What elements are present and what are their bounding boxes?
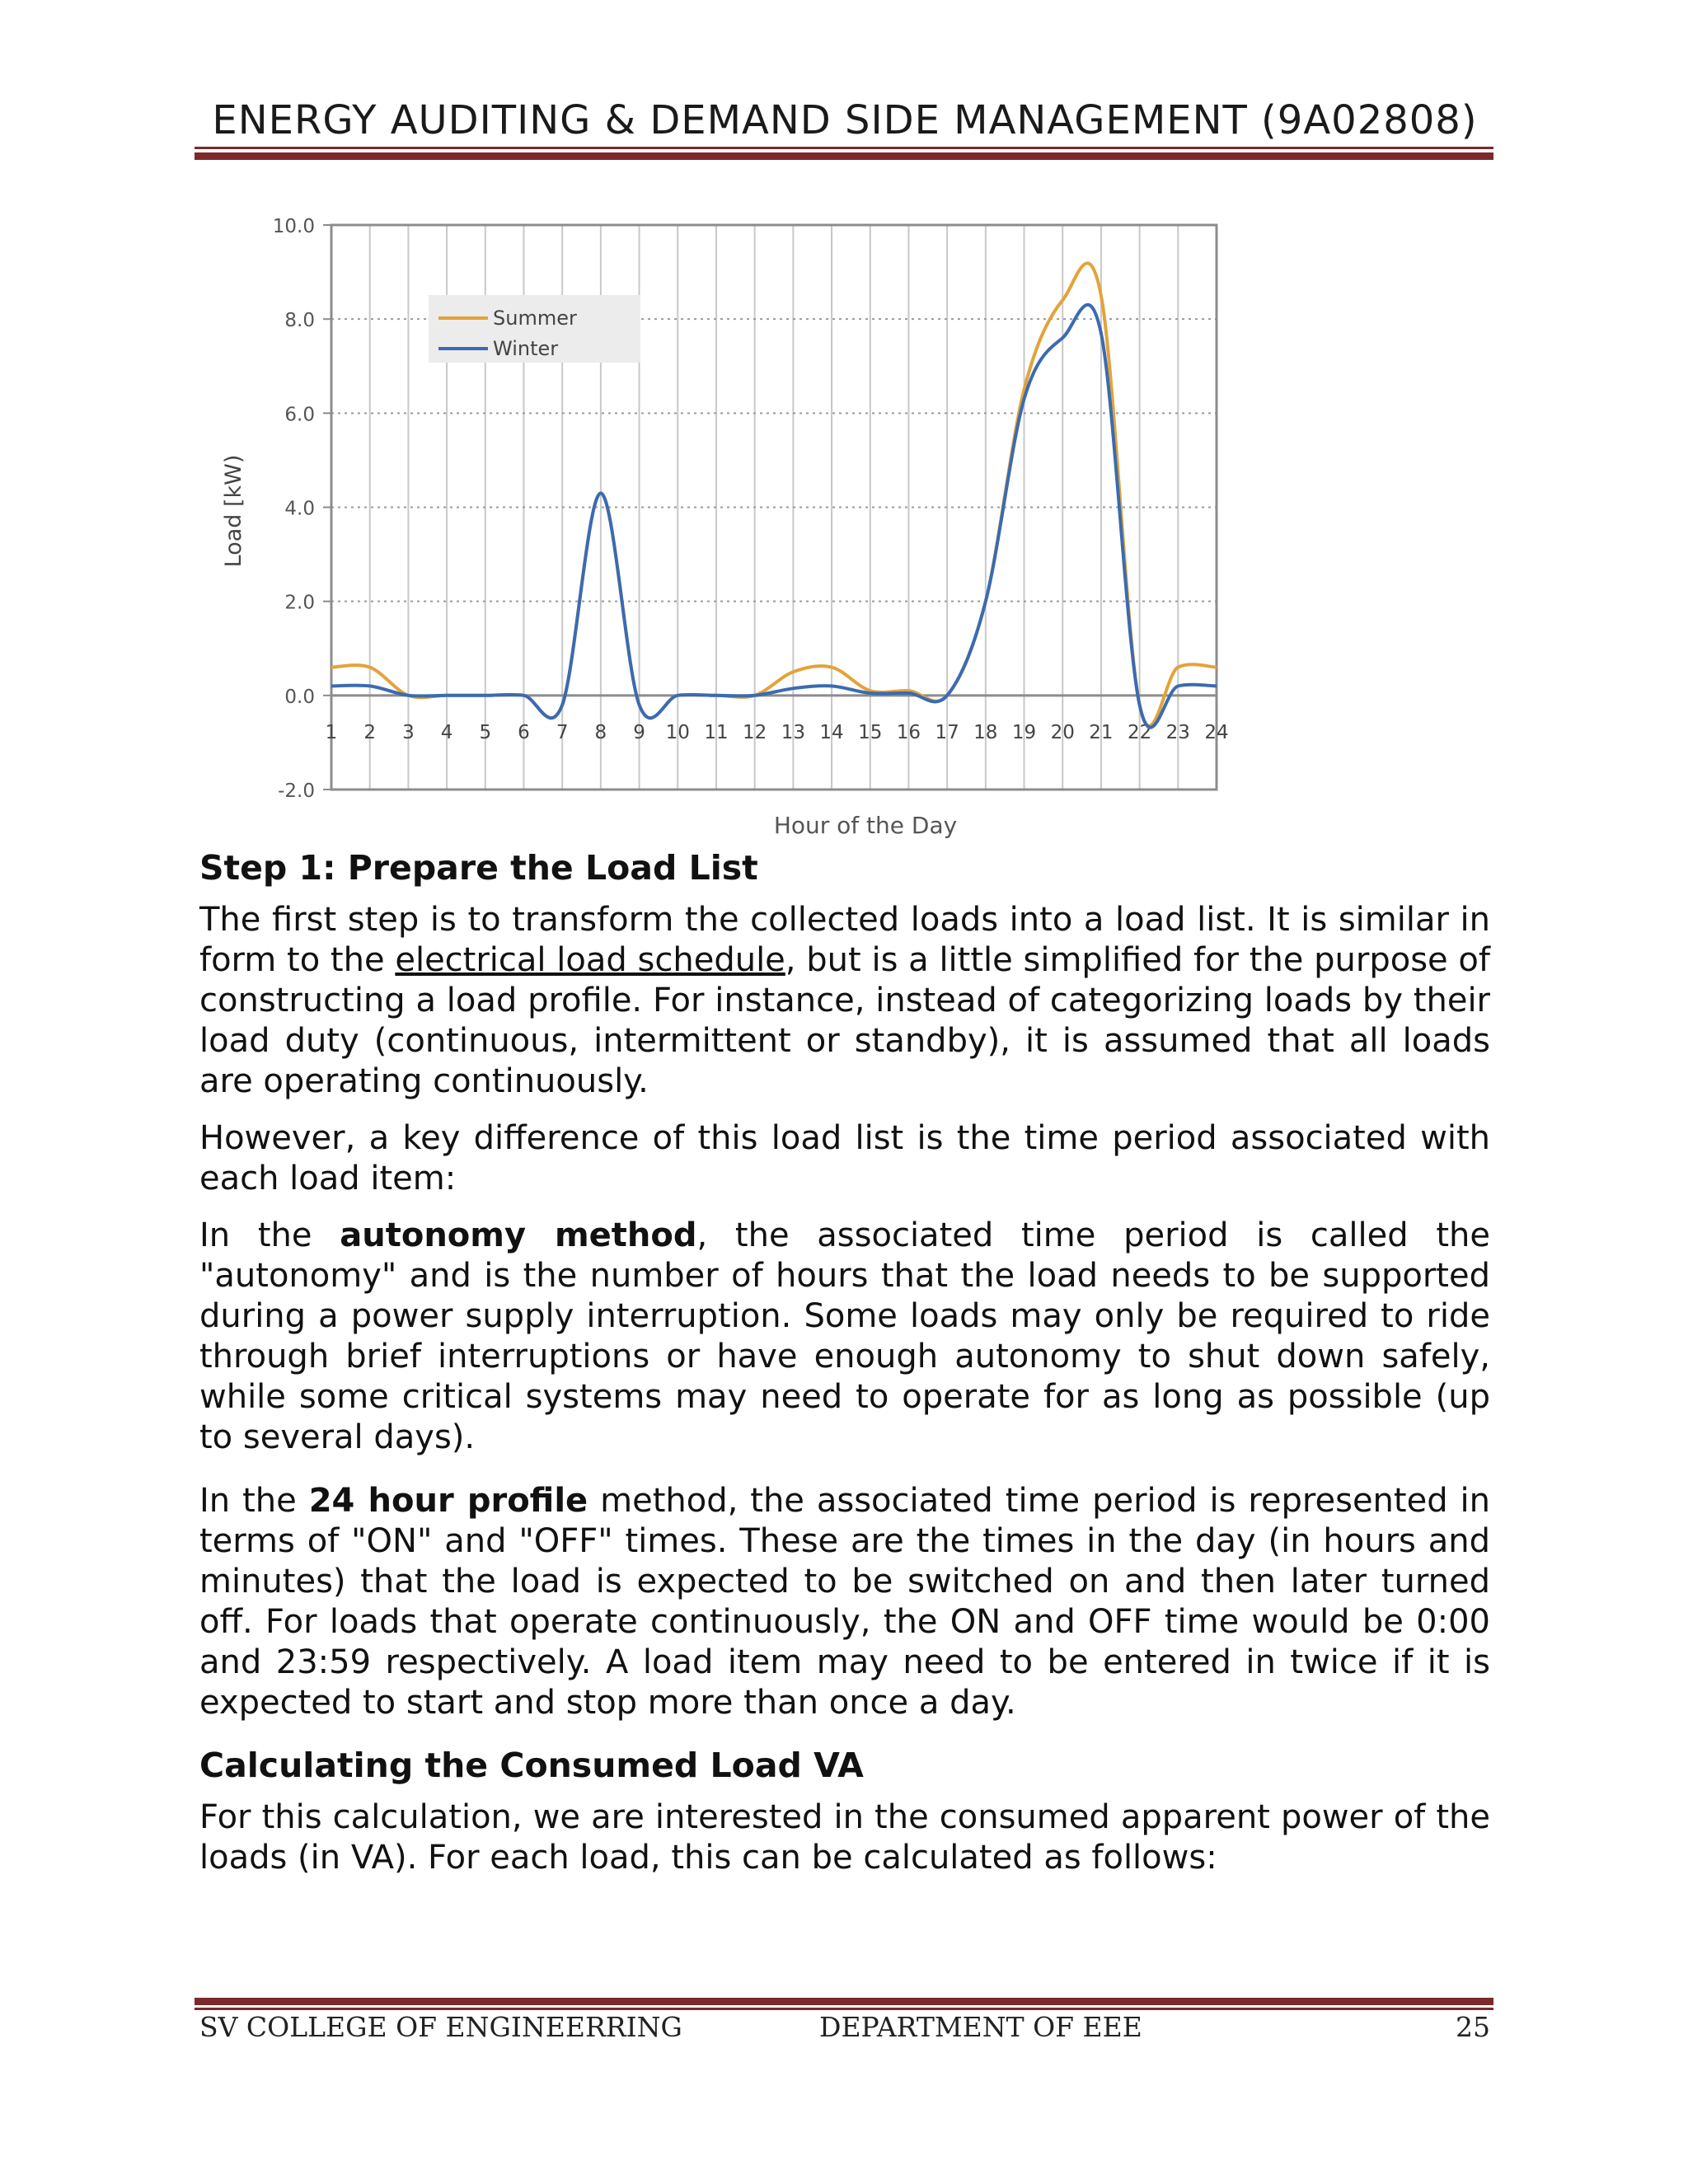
- y-tick-label: -2.0: [278, 780, 315, 802]
- footer-rule-thin: [195, 2008, 1493, 2010]
- p3-text-b: , the associated time period is called the "autonomy" and is the number of hours that the load needs to be supported during a power supply interruption. Some loads may only be required to ride through brief interruptions or have enough autonomy to shut down safely, while some critical systems may need to operate for as long as possible (up to several days).: [199, 1216, 1490, 1456]
- x-tick-label: 3: [402, 721, 415, 743]
- p3-text-a: In the: [199, 1216, 340, 1254]
- x-tick-label: 7: [556, 721, 569, 743]
- chart-legend: [429, 295, 640, 363]
- p4-text-b: method, the associated time period is represented in terms of "ON" and "OFF" times. These are the times in the day (in hours and minutes) that the load is expected to be switched on and then later turned off. For loads that operate continuously, the ON and OFF time would be 0:00 and 23:59 respectively. A load item may need to be entered in twice if it is expected to start and stop more than once a day.: [199, 1482, 1491, 1722]
- x-tick-label: 19: [1011, 721, 1037, 743]
- y-axis-label: Load [kW): [221, 454, 246, 568]
- paragraph-autonomy-method: [199, 1216, 1490, 1458]
- electrical-load-schedule-link[interactable]: electrical load schedule: [395, 941, 785, 979]
- x-tick-label: 8: [594, 721, 607, 743]
- y-tick-label: 0.0: [284, 686, 315, 708]
- x-tick-label: 9: [633, 721, 645, 743]
- header-rule-thin: [195, 147, 1493, 149]
- step1-heading: Step 1: Prepare the Load List: [199, 848, 758, 888]
- page-header-title: ENERGY AUDITING & DEMAND SIDE MANAGEMENT (9A02808): [212, 97, 1478, 143]
- x-tick-label: 6: [518, 721, 530, 743]
- x-tick-label: 14: [819, 721, 844, 743]
- footer-rule-thick: [195, 1998, 1493, 2005]
- x-tick-label: 4: [440, 721, 453, 743]
- x-tick-label: 17: [935, 721, 959, 743]
- y-tick-label: 4.0: [284, 498, 315, 520]
- x-tick-label: 15: [858, 721, 883, 743]
- x-tick-label: 16: [896, 721, 921, 743]
- paragraph-24-hour-profile: [199, 1481, 1490, 1723]
- paragraph-key-difference: However, a key difference of this load list is the time period associated with each load item:: [199, 1119, 1490, 1197]
- x-tick-label: 21: [1089, 721, 1114, 743]
- paragraph-consumed-load: For this calculation, we are interested in the consumed apparent power of the loads (in VA). For each load, this can be calculated as follows:: [199, 1798, 1490, 1877]
- p4-bold-term: 24 hour profile: [308, 1482, 588, 1520]
- y-tick-label: 8.0: [284, 310, 315, 332]
- x-tick-label: 11: [704, 721, 729, 743]
- x-tick-label: 23: [1165, 721, 1190, 743]
- paragraph-load-list: [199, 900, 1490, 1102]
- x-tick-label: 22: [1127, 721, 1152, 743]
- p1-text-a: The first step is to transform the collected loads into a load list. It is similar in form to the: [199, 901, 1490, 979]
- p3-bold-term: autonomy method: [340, 1216, 697, 1254]
- x-tick-label: 12: [743, 721, 767, 743]
- load-profile-chart: [206, 210, 1245, 853]
- legend-label-winter: Winter: [493, 337, 559, 360]
- x-tick-label: 10: [665, 721, 690, 743]
- page-footer: [199, 2011, 1490, 2052]
- x-tick-label: 13: [781, 721, 805, 743]
- footer-department: DEPARTMENT OF EEE: [819, 2011, 1142, 2043]
- x-tick-label: 1: [325, 721, 338, 743]
- x-tick-label: 20: [1050, 721, 1075, 743]
- step1-section: [199, 847, 1490, 1878]
- x-tick-label: 5: [479, 721, 492, 743]
- calc-heading: Calculating the Consumed Load VA: [199, 1746, 864, 1785]
- p1-text-b: , but is a little simplified for the purpose of constructing a load profile. For instance, instead of categorizing loads by their load duty (continuous, intermittent or standby), it is assumed that all loads are operating continuously.: [199, 941, 1490, 1100]
- x-tick-label: 18: [973, 721, 998, 743]
- y-tick-label: 2.0: [284, 592, 315, 614]
- footer-college: SV COLLEGE OF ENGINEERRING: [199, 2011, 682, 2043]
- p4-text-a: In the: [199, 1482, 309, 1520]
- header-rule-thick: [195, 152, 1493, 160]
- x-axis-label: Hour of the Day: [773, 812, 958, 839]
- x-tick-label: 24: [1204, 721, 1229, 743]
- y-tick-label: 10.0: [272, 216, 315, 237]
- footer-page-number: 25: [1456, 2011, 1490, 2043]
- y-tick-label: 6.0: [284, 404, 315, 426]
- x-tick-label: 2: [363, 721, 377, 743]
- legend-label-summer: Summer: [493, 307, 577, 330]
